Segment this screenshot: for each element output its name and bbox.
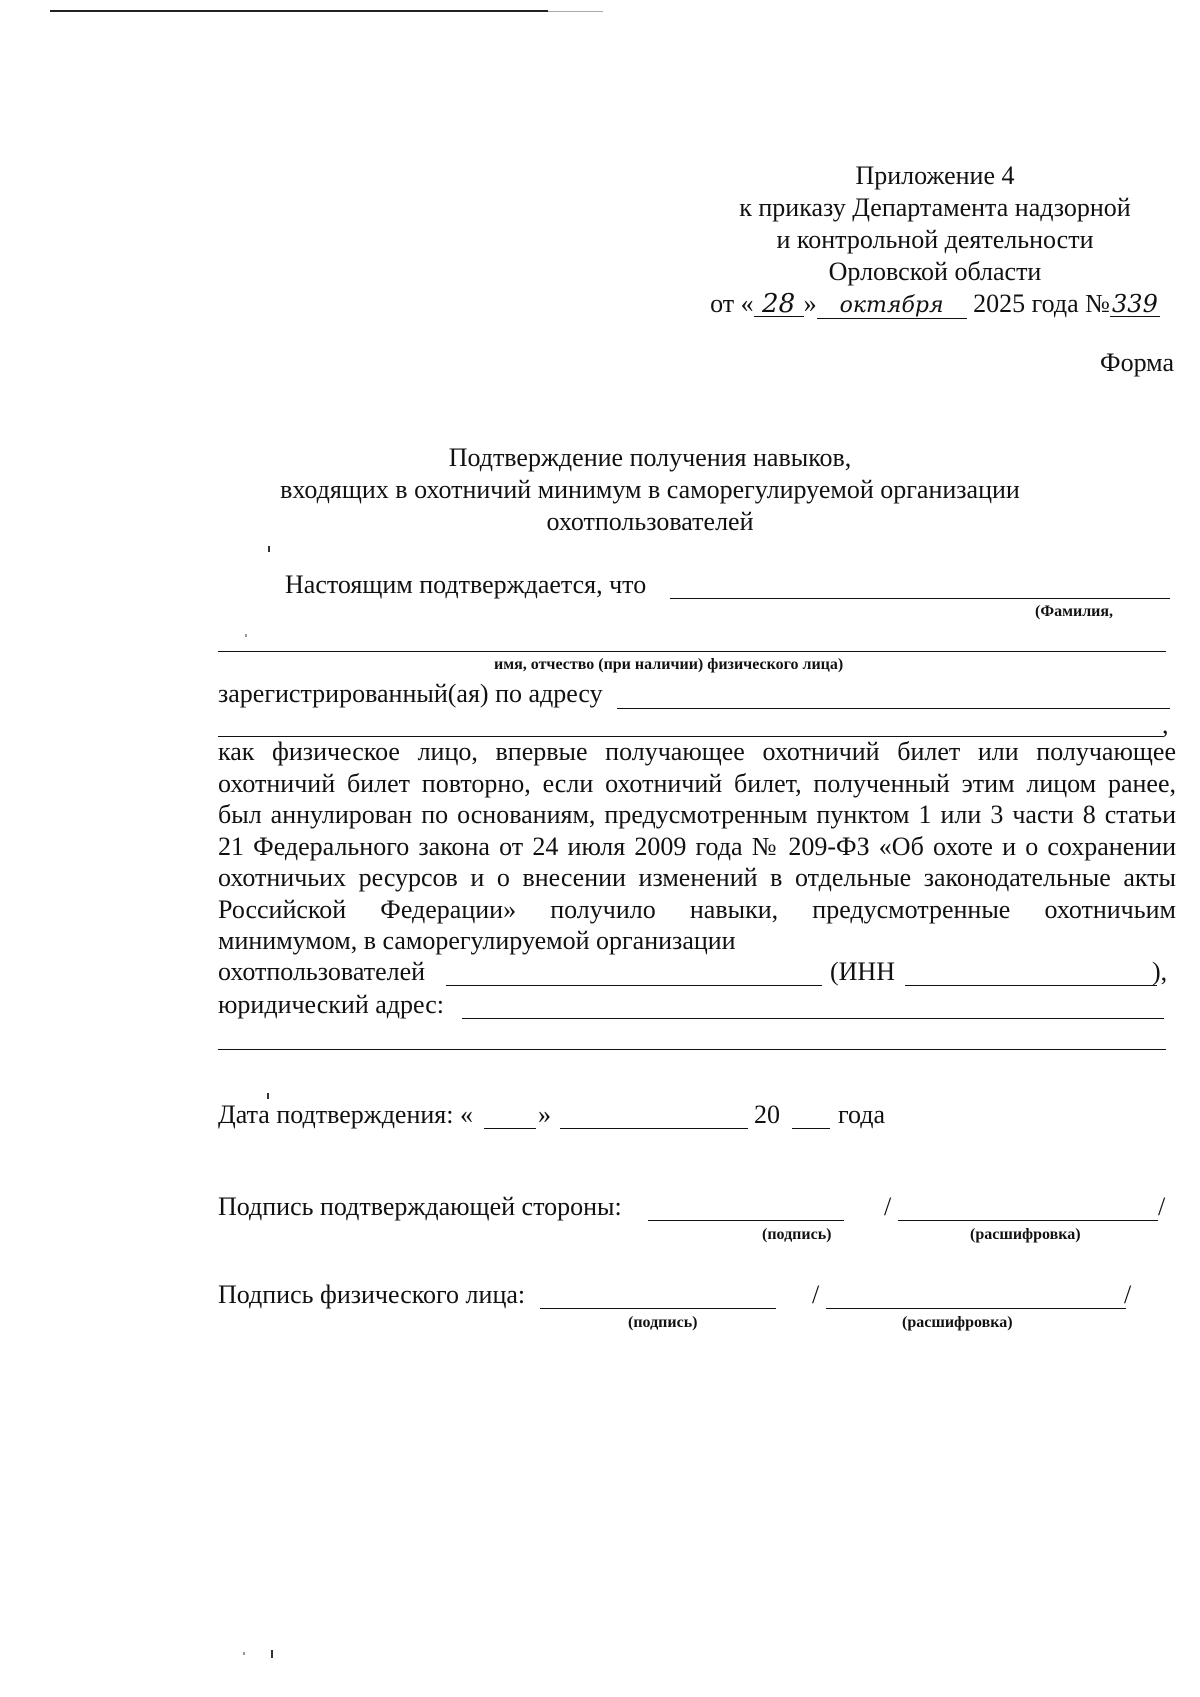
handwritten-day: 28 — [754, 292, 804, 317]
name-caption: имя, отчество (при наличии) физического лица) — [494, 656, 844, 673]
individual-slash-open: / — [812, 1280, 820, 1309]
legal-address-field[interactable] — [462, 1018, 1164, 1019]
confirming-party-slash-open: / — [884, 1192, 892, 1221]
organization-label: охотпользователей — [218, 957, 426, 986]
individual-slash-close: / — [1124, 1280, 1132, 1309]
certification-paragraph: как физическое лицо, впервые получающее охотничий билет или получающее охотничий билет повторно, если охотничий билет, полученный этим лицом ранее, был аннулирован по основаниям, предусмотренным пунктом 1 или 3 части 8 статьи 21 Федерального закона от 24 июля 2009 года № 209-ФЗ «Об охоте и о сохранении охотничьих ресурсов и о внесении изменений в отдельные законодательные акты Российской Федерации» получило навыки, предусмотренные охотничьим минимумом, в саморегулируемой организации — [218, 737, 1176, 955]
scan-speck — [243, 1652, 245, 1655]
scan-speck — [245, 634, 247, 637]
organization-name-field[interactable] — [446, 985, 822, 986]
scan-speck — [267, 1093, 269, 1099]
individual-signature-label: Подпись физического лица: — [218, 1280, 526, 1309]
registered-address-label: зарегистрированный(ая) по адресу — [218, 679, 603, 708]
title-line-3: охотпользователей — [546, 507, 754, 536]
document-title — [200, 442, 1100, 538]
confirming-party-decoding-field[interactable] — [898, 1220, 1158, 1221]
annex-date-line — [700, 288, 1170, 320]
annex-title: Приложение 4 — [855, 161, 1015, 190]
scan-speck — [271, 1650, 273, 1658]
title-line-1: Подтверждение получения навыков, — [448, 443, 852, 472]
form-label: Форма — [1100, 348, 1174, 377]
individual-signature-caption: (подпись) — [628, 1314, 698, 1331]
annex-order-line: к приказу Департамента надзорной — [739, 193, 1131, 222]
annex-header — [700, 160, 1170, 320]
legal-address-field-continued[interactable] — [218, 1049, 1166, 1050]
full-name-field[interactable] — [670, 598, 1170, 599]
individual-decoding-caption: (расшифровка) — [902, 1314, 1013, 1331]
confirming-party-signature-label: Подпись подтверждающей стороны: — [218, 1192, 622, 1221]
individual-signature-field[interactable] — [540, 1308, 776, 1309]
confirmation-month-field[interactable] — [560, 1128, 748, 1129]
handwritten-order-number: 339 — [1110, 292, 1160, 317]
annex-region-line: Орловской области — [828, 257, 1042, 286]
scan-edge-line — [50, 10, 548, 12]
handwritten-month: октября — [817, 294, 967, 319]
certify-label: Настоящим подтверждается, что — [285, 570, 647, 599]
surname-caption: (Фамилия, — [1035, 603, 1114, 620]
date-year-text: 2025 года № — [973, 289, 1110, 318]
confirmation-day-field[interactable] — [484, 1128, 536, 1129]
confirming-party-decoding-caption: (расшифровка) — [970, 1226, 1081, 1243]
confirmation-date-label: Дата подтверждения: « — [218, 1100, 473, 1129]
date-mid: » — [803, 289, 817, 318]
annex-activity-line: и контрольной деятельности — [776, 225, 1094, 254]
title-line-2: входящих в охотничий минимум в саморегулируемой организации — [280, 475, 1020, 504]
scan-speck — [268, 546, 270, 552]
full-name-field-continued[interactable] — [218, 651, 1166, 652]
inn-field[interactable] — [905, 985, 1157, 986]
confirming-party-signature-caption: (подпись) — [762, 1226, 832, 1243]
confirming-party-slash-close: / — [1158, 1192, 1166, 1221]
individual-decoding-field[interactable] — [826, 1308, 1126, 1309]
confirmation-year-prefix: 20 — [754, 1100, 780, 1129]
confirmation-year-suffix: года — [838, 1100, 886, 1129]
address-comma: , — [1162, 710, 1169, 739]
registered-address-field[interactable] — [617, 708, 1170, 709]
date-prefix: от « — [710, 289, 754, 318]
legal-address-label: юридический адрес: — [218, 990, 444, 1019]
confirmation-year-field[interactable] — [792, 1128, 830, 1129]
scan-edge-line-faint — [548, 11, 603, 12]
confirming-party-signature-field[interactable] — [648, 1220, 844, 1221]
confirmation-date-close: » — [538, 1100, 551, 1129]
inn-close: ), — [1152, 957, 1168, 986]
inn-label: (ИНН — [830, 957, 895, 986]
